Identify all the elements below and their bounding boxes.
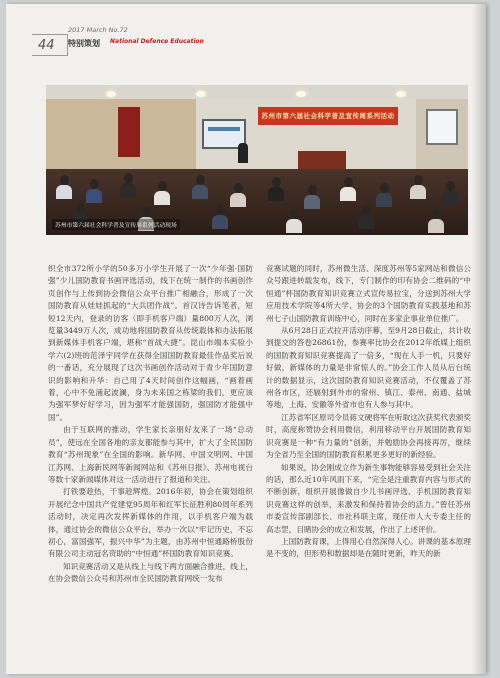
side-screen bbox=[426, 109, 458, 145]
photo-caption: 苏州市第六届社会科学普及宣传周系列活动现场 bbox=[52, 219, 180, 230]
issue-label: 2017 March No.72 bbox=[68, 26, 128, 34]
lectern bbox=[298, 151, 346, 171]
paragraph: 上国防教育课，上得用心自然深得人心。讲课的基本原理是不变的，但形势和数据却是在随时更新，昨天的新 bbox=[266, 536, 471, 559]
paragraph: 打铁要趁热，干事趁辉煌。2016年初，协会在策划组织开展纪念中国共产党建党95周年和红军长征胜利80周年系列活动时，决定再次发挥新媒体的作用，以手机客户端为载体，通过协会的微信公众平台，举办一次以“牢记历史，不忘初心，富国强军，振兴中华”为主题，由苏州中恒通路桥股份有限公司主动冠名资助的“中恒通”杯国防教育知识竞赛。 bbox=[48, 487, 253, 559]
paragraph: 从6月28日正式拉开活动序幕，至9月28日截止，共计收到提交的答卷26861份，参赛率比协会在2012年纸媒上组织的国防教育知识竞赛提高了一倍多，“现在人手一机，只要好好做，新媒体的力量是非常惊人的。”协会工作人员从后台统计的数据显示，这次国防教育知识竞赛活动，不仅覆盖了苏州各市区，还辐射到外市的常州、镇江、泰州、南通、盐城等地，上海、安徽等外省市也有人参与其中。 bbox=[266, 326, 471, 410]
speaker-figure bbox=[238, 143, 248, 163]
ceiling-lamp bbox=[296, 91, 306, 97]
event-banner: 苏州市第六届社会科学普及宣传周系列活动 bbox=[258, 107, 398, 125]
paragraph: 织全市372所小学的50多万小学生开展了一次“少年强·国防强”少儿国防教育书画评选活动，线下在统一制作的书画创作页创作与上传到协会微信公众平台推广相融合，形成了一次国防教育从娃娃抓起的“大兵团作战”。首汉诗告诉笔者，短短12天内，登录的访客（即手机客户端）量800万人次，浏览量3449万人次，成功地将国防教育从传统载体和办法拓展到新媒体手机客户端，堪称“首战大捷”。昆山市端本实验小学六(2)班的范泽宇同学在获得全国国防教育最佳作品奖后说的一番话，充分展现了这次书画创作活动对于青少年国防意识的影响和升华：自己用了4天时间创作这幅画，“画着画着，心中不免涌起波澜，身为未来国之栋梁的我们，更应该为强军梦好好学习，因为强军才能强国防，强国防才能强中国”。 bbox=[48, 264, 253, 422]
article-column-right bbox=[266, 263, 471, 561]
ceiling-lamp bbox=[106, 91, 116, 97]
section-title-cn: 特别策划 bbox=[68, 39, 100, 48]
paragraph: 由于互联网的推动，学生家长亲朋好友来了一场“总动员”，使远在全国各地的亲友都能参与其中，扩大了全民国防教育“苏州现象”在全国的影响。新华网、中国文明网、中国江苏网、上海新民网等新闻网站和《苏州日报》、苏州电视台等数十家新闻媒体对这一活动进行了报道和关注。 bbox=[48, 425, 253, 484]
section-title-en: National Defence Education bbox=[110, 38, 204, 45]
paragraph: 江苏省军区原司令员蒋文硬将军在听取这次获奖代表颁奖时，高度称赞协会利用微信，利用移动平台开展国防教育知识竞赛是一种“有力量的”创新，并勉励协会再接再厉，继续为全省乃至全国的国防教育积累更多更好的新经验。 bbox=[266, 412, 471, 460]
page-number: 44 bbox=[32, 34, 68, 56]
ceiling-lamp bbox=[396, 91, 406, 97]
photo-door bbox=[118, 107, 140, 157]
magazine-page bbox=[6, 4, 486, 674]
page-header bbox=[32, 10, 332, 60]
ceiling-lamp bbox=[196, 91, 206, 97]
paragraph: 竞赛试题的同时，苏州微生活、深度苏州等5家网站和微信公众号跟进转载发布，线下，专门制作的印有协会二维码的“中恒通”杯国防教育知识竞赛立式宣传易拉宝，分送到苏州大学应用技术学院等4所大学、协会的3个国防教育实践基地和苏州七子山国防教育训练中心，同时在多家企事业单位推广。 bbox=[266, 264, 471, 323]
page-fold-shadow bbox=[472, 4, 486, 674]
article-column-left bbox=[48, 263, 253, 586]
paragraph: 知识竞赛活动又是从线上与线下两方面融合推进，线上，在协会微信公众号和苏州市全民国防教育网统一发布 bbox=[48, 561, 253, 584]
paragraph: 如果说，协会刚成立作为新生事物能够容易受到社会关注的话，那么近10年风雨下来，“完全是注重教育内容与形式的不断创新，组织开展像做自少儿书画评选、手机国防教育知识竞赛这样的创举，来激发和保持着协会的活力。”曾任苏州市委宣传部副部长、市社科联主席，现任市人大专委主任的高志罡，目睹协会的成立和发展，作出了上述评价。 bbox=[266, 462, 471, 534]
event-photo bbox=[46, 85, 468, 235]
